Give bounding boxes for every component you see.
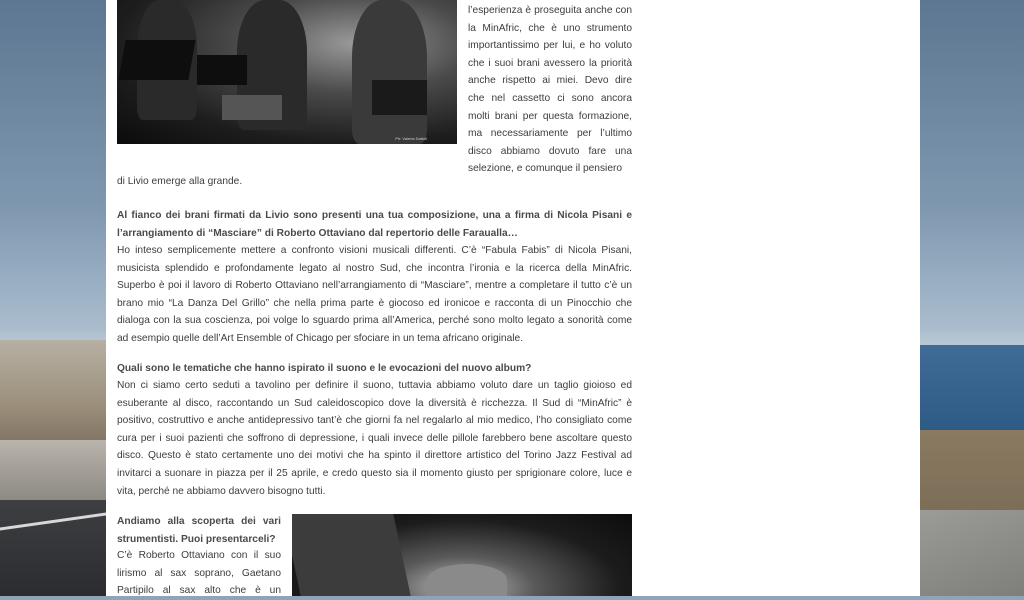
accordion-shape <box>222 95 282 120</box>
answer-2 <box>117 377 632 500</box>
photo-shadow-area <box>292 514 411 596</box>
text-line: positivo, costruttivo e anche antidepressivo tant’è che giorni fa nel regalarlo al mio medico, l’ho consigliato come <box>117 415 632 427</box>
text-line: vita, perché ne abbiamo davvero bisogno tutti. <box>117 485 326 497</box>
text-line: dialoga con la sua coscienza, poi volge lo sguardo prima all’America, perché sono molto legato a sonorità come <box>117 315 632 327</box>
text-line: Non ci siamo certo seduti a tavolino per definire il suono, tuttavia abbiamo voluto dare un taglio gioioso ed <box>117 380 632 391</box>
text-line: molti brani per questa formazione, <box>468 110 632 122</box>
answer-1 <box>117 242 632 348</box>
music-stand <box>372 80 427 115</box>
text-line: brano mio “La Danza Del Grillo” che nella prima parte è giocoso ed ironicoe e racconta di un Pinocchio che <box>117 297 632 309</box>
text-line: strumentisti. Puoi presentarceli? <box>117 533 276 545</box>
text-line: musicista splendido e profondamente legato al nostro Sud, che incontra l’ironia e la ricerca della MinAfric. <box>117 262 632 274</box>
text-line: la MinAfric, che è uno strumento <box>468 22 632 34</box>
text-line: cura per i suoi pazienti che soffrono di depressione, i quali invece delle pillole farebbero bene ascoltare questo <box>117 432 632 444</box>
text-line: l’arrangiamento di “Masciare” di Roberto Ottaviano dal repertorio delle Faraualla… <box>117 227 518 239</box>
text-line: lirismo al sax soprano, Gaetano <box>117 567 281 579</box>
text-line: esuberante al disco, raccontando un Sud caleidoscopico dove la diversità è ricchezza. Il Sud di “MinAfric” è <box>117 397 632 409</box>
background-wall-left <box>0 440 106 500</box>
text-line: che i suoi brani avessero la priorità <box>468 57 632 69</box>
question-3 <box>117 513 281 548</box>
text-line: anche rispetto ai miei. Devo dire <box>468 75 632 87</box>
band-photo-top[interactable] <box>117 0 457 144</box>
text-line: l’esperienza è proseguita anche con <box>468 5 632 16</box>
text-line: Andiamo alla scoperta dei vari <box>117 516 281 527</box>
text-line: disco abbiamo dovuto fare una <box>468 145 632 157</box>
text-line: ad esempio quelle dell’Art Ensemble of Chicago per sfociare in un tema africano originale. <box>117 332 524 344</box>
text-line: Partipilo al sax alto che è un <box>117 585 281 597</box>
background-sea-right <box>920 345 1024 435</box>
text-line: Ho inteso semplicemente mettere a confronto visioni musicali differenti. C’è “Fabula Fabis” di Nicola Pisani, <box>117 245 632 256</box>
question-1 <box>117 207 632 242</box>
background-road-right <box>920 510 1024 596</box>
answer-3 <box>117 547 281 600</box>
text-line: Al fianco dei brani firmati da Livio sono presenti una tua composizione, una a firma di Nicola Pisani e <box>117 210 632 221</box>
question-2 <box>117 360 632 378</box>
music-stand <box>118 40 195 80</box>
photo-credit: Ph: Valeria Dattoli <box>395 136 427 141</box>
text-line: invitarci a suonare in piazza per il 25 aprile, e credo questo sia il momento giusto per sprigionare colore, luce e <box>117 467 632 479</box>
background-coast-left <box>0 340 106 450</box>
musician-photo-bottom[interactable] <box>292 514 632 596</box>
text-line: che nel cassetto ci sono ancora <box>468 92 632 104</box>
intro-tail-paragraph <box>468 2 632 178</box>
text-line: disco. Questo è stato certamente uno dei motivi che ha spinto il direttore artistico del Torino Jazz Festival ad <box>117 450 632 462</box>
music-stand <box>197 55 247 85</box>
text-line: selezione, e comunque il pensiero <box>468 163 623 175</box>
text-line: Quali sono le tematiche che hanno ispirato il suono e le evocazioni del nuovo album? <box>117 363 532 374</box>
article-page <box>106 0 920 596</box>
text-line: ma necessariamente per l’ultimo <box>468 128 632 140</box>
saxophonist-figure <box>352 0 427 144</box>
text-line: importantissimo per lui, e ho voluto <box>468 40 632 52</box>
musician-head-shape <box>427 564 507 596</box>
text-line: Superbo è poi il lavoro di Roberto Ottaviano nell’arrangiamento di “Masciare”, mentre a completare il tutto c’è un <box>117 280 632 292</box>
intro-tail-last-line: di Livio emerge alla grande. <box>117 176 243 187</box>
text-line: C’è Roberto Ottaviano con il suo <box>117 550 281 561</box>
